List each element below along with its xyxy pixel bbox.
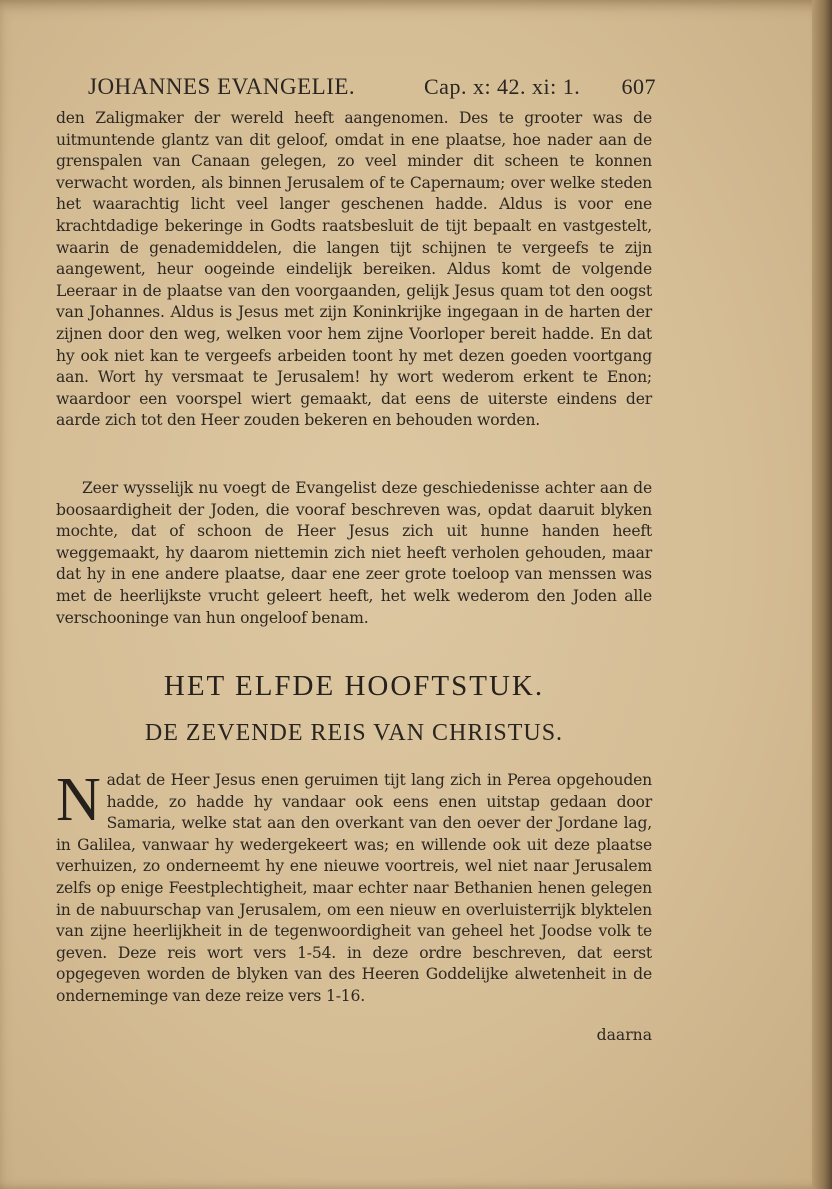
body-paragraph: Zeer wysselijk nu voegt de Evangelist deze geschiedenisse achter aan de boosaardigheit der Joden, die vooraf beschreven was, opdat daaruit blyken mochte, dat of schoon de Heer Jesus zich uit hunne handen heeft weggemaakt, hy daarom niettemin zich niet heeft verholen gehouden, maar dat hy in ene andere plaatse, daar ene zeer grote toeloop van menssen was met de heerlijkste vrucht geleert heeft, het welk wederom den Joden alle verschooninge van hun ongeloof benam.: [56, 479, 652, 627]
section-paragraph: [56, 766, 652, 1008]
body-paragraph: den Zaligmaker der wereld heeft aangenomen. Des te grooter was de uitmuntende glantz van dit geloof, omdat in ene plaatse, hoe nader aan de grenspalen van Canaan gelegen, zo veel minder dit scheen te konnen verwacht worden, als binnen Jerusalem of te Capernaum; over welke steden het waarachtig licht veel langer geschenen hadde. Aldus is voor ene krachtdadige bekeringe in Godts raatsbesluit de tijt bepaalt en vastgestelt, waarin de genademiddelen, die langen tijt schijnen te vergeefs te zijn aangewent, heur oogeinde eindelijk bereiken. Aldus komt de volgende Leeraar in de plaatse van den voorgaanden, gelijk Jesus quam tot den oogst van Johannes. Aldus is Jesus met zijn Koninkrijke ingegaan in de harten der zijnen door den weg, welken voor hem zijne Voorloper bereit hadde. En dat hy ook niet kan te vergeefs arbeiden toont hy met dezen goeden voortgang aan. Wort hy versmaat te Jerusalem! hy wort wederom erkent te Enon; waardoor een voorspel wiert gemaakt, dat eens de uiterste eindens der aarde zich tot den Heer zouden bekeren en behouden worden.: [56, 109, 652, 430]
chapter-reference: Cap. x: 42. xi: 1.: [424, 74, 581, 99]
page-number: 607: [621, 74, 656, 99]
drop-cap: N: [56, 766, 101, 834]
running-head-title: JOHANNES EVANGELIE.: [88, 74, 356, 99]
catchword: daarna: [596, 1026, 652, 1044]
page-edge: [812, 0, 832, 1189]
chapter-heading: HET ELFDE HOOFTSTUK.: [163, 670, 545, 702]
running-head: [88, 74, 656, 108]
section-paragraph-text: adat de Heer Jesus enen geruimen tijt lang zich in Perea opgehouden hadde, zo hadde hy vandaar ook eens enen uitstap gedaan door Samaria, welke stat aan den overkant van den oever der Jordane lag, in Galilea, vanwaar hy wedergekeert was; en willende ook uit deze plaatse verhuizen, zo onderneemt hy ene nieuwe voortreis, wel niet naar Jerusalem zelfs op enige Feestplechtigheit, maar echter naar Bethanien henen gelegen in de nabuurschap van Jerusalem, om een nieuw en overluisterrijk blyktelen van zijne heerlijkheit in de tegenwoordigheit van geheel het Joodse volk te geven. Deze reis wort vers 1-54. in deze ordre beschreven, dat eerst opgegeven worden de blyken van des Heeren Goddelijke alwetenheit in de onderneminge van deze reize vers 1-16.: [56, 771, 652, 1005]
section-subheading: DE ZEVENDE REIS VAN CHRISTUS.: [144, 720, 564, 746]
